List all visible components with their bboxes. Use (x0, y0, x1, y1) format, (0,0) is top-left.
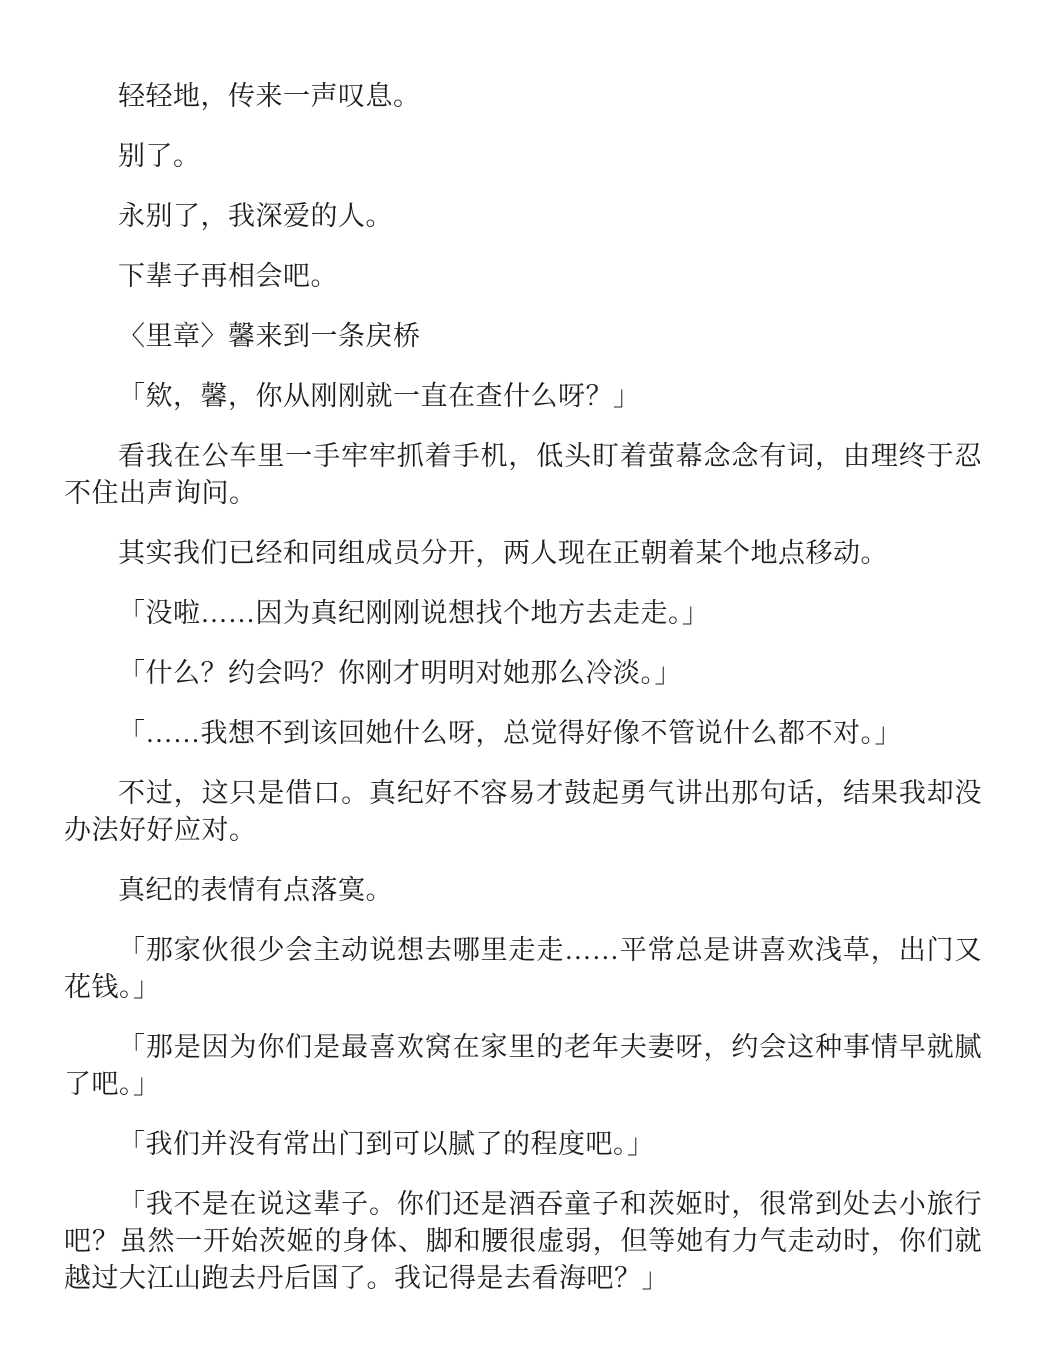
paragraph: 轻轻地，传来一声叹息。 (118, 81, 421, 111)
paragraph: 其实我们已经和同组成员分开，两人现在正朝着某个地点移动。 (118, 538, 888, 568)
paragraph: 真纪的表情有点落寞。 (118, 875, 393, 905)
dialogue-paragraph: 「那是因为你们是最喜欢窝在家里的老年夫妻呀，约会这种事情早就腻了吧。」 (64, 1032, 982, 1099)
chapter-heading: 〈里章〉馨来到一条戻桥 (118, 321, 421, 351)
dialogue-paragraph: 「我不是在说这辈子。你们还是酒吞童子和茨姬时，很常到处去小旅行吧？虽然一开始茨姬的身体、脚和腰很虚弱，但等她有力气走动时，你们就越过大江山跑去丹后国了。我记得是去看海吧？」 (64, 1189, 982, 1293)
dialogue-paragraph: 「什么？约会吗？你刚才明明对她那么冷淡。」 (118, 658, 682, 688)
dialogue-paragraph: 「没啦……因为真纪刚刚说想找个地方去走走。」 (118, 598, 710, 628)
paragraph: 下辈子再相会吧。 (118, 261, 338, 291)
paragraph: 别了。 (118, 141, 201, 171)
dialogue-paragraph: 「我们并没有常出门到可以腻了的程度吧。」 (118, 1129, 655, 1159)
dialogue-paragraph: 「欸，馨，你从刚刚就一直在查什么呀？」 (118, 381, 641, 411)
paragraph: 永别了，我深爱的人。 (118, 201, 393, 231)
paragraph: 看我在公车里一手牢牢抓着手机，低头盯着萤幕念念有词，由理终于忍不住出声询问。 (64, 441, 982, 508)
dialogue-paragraph: 「……我想不到该回她什么呀，总觉得好像不管说什么都不对。」 (118, 718, 902, 748)
dialogue-paragraph: 「那家伙很少会主动说想去哪里走走……平常总是讲喜欢浅草，出门又花钱。」 (64, 935, 982, 1002)
paragraph: 不过，这只是借口。真纪好不容易才鼓起勇气讲出那句话，结果我却没办法好好应对。 (64, 778, 982, 845)
